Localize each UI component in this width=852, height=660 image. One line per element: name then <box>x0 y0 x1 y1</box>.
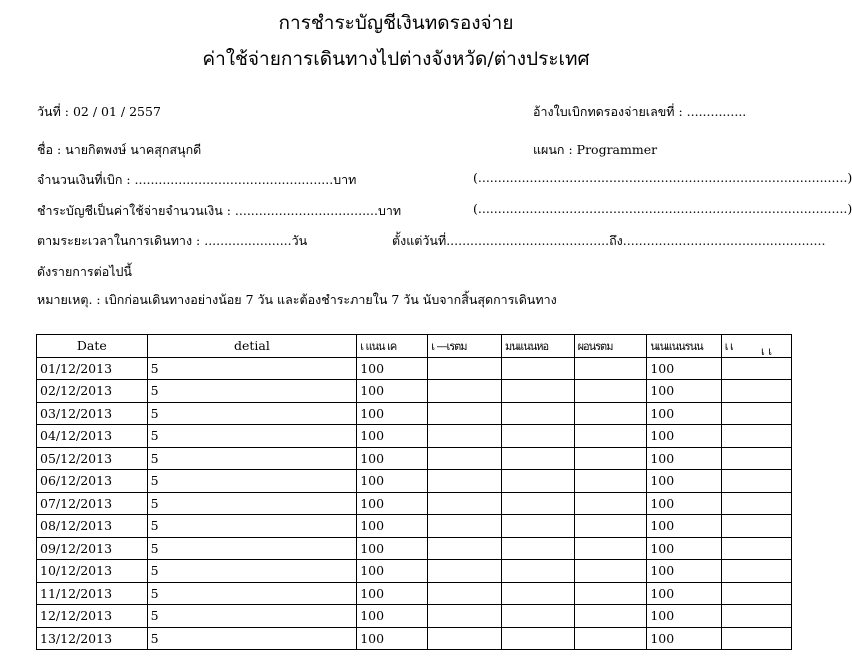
row-amount-cell: 100 <box>357 470 428 493</box>
row-date-cell: 11/12/2013 <box>37 582 148 605</box>
row-empty-cell <box>501 627 574 650</box>
row-amount-cell: 100 <box>357 560 428 583</box>
row-date-cell: 06/12/2013 <box>37 470 148 493</box>
row-amount-cell: 100 <box>357 605 428 628</box>
row-total-cell: 100 <box>647 515 721 538</box>
row-empty-cell <box>574 627 647 650</box>
row-date-cell: 12/12/2013 <box>37 605 148 628</box>
row-empty-cell <box>721 357 791 380</box>
row-amount-cell: 100 <box>357 515 428 538</box>
row-empty-cell <box>721 470 791 493</box>
row-total-cell: 100 <box>647 560 721 583</box>
row-empty-cell <box>721 492 791 515</box>
table-row <box>37 515 792 538</box>
table-row <box>37 605 792 628</box>
row-empty-cell <box>721 447 791 470</box>
trailing-header-text: เ เ <box>761 345 773 358</box>
row-empty-cell <box>428 582 502 605</box>
row-total-cell: 100 <box>647 447 721 470</box>
row-total-cell: 100 <box>647 357 721 380</box>
column-header-8: เ เ <box>721 335 791 358</box>
row-empty-cell <box>574 515 647 538</box>
row-empty-cell <box>721 380 791 403</box>
row-amount-cell: 100 <box>357 425 428 448</box>
row-empty-cell <box>501 380 574 403</box>
settlement-amount-words: (.............................................................................................) <box>473 201 852 216</box>
row-empty-cell <box>501 605 574 628</box>
row-detail-cell: 5 <box>147 470 357 493</box>
row-empty-cell <box>428 605 502 628</box>
row-total-cell: 100 <box>647 582 721 605</box>
row-empty-cell <box>428 627 502 650</box>
table-row <box>37 425 792 448</box>
column-header-4: เ —เรตม <box>428 335 502 358</box>
column-header-3: เ แนน เค <box>357 335 428 358</box>
table-row <box>37 380 792 403</box>
row-empty-cell <box>428 380 502 403</box>
column-header-date: Date <box>37 335 148 358</box>
document-title: การชำระบัญชีเงินทดรองจ่าย <box>278 12 514 34</box>
row-empty-cell <box>501 582 574 605</box>
row-detail-cell: 5 <box>147 357 357 380</box>
row-empty-cell <box>574 357 647 380</box>
row-date-cell: 08/12/2013 <box>37 515 148 538</box>
row-empty-cell <box>501 425 574 448</box>
column-header-7: นเนเเนนรนน <box>647 335 721 358</box>
row-empty-cell <box>574 402 647 425</box>
row-empty-cell <box>428 447 502 470</box>
row-amount-cell: 100 <box>357 357 428 380</box>
row-amount-cell: 100 <box>357 582 428 605</box>
row-empty-cell <box>574 582 647 605</box>
row-detail-cell: 5 <box>147 627 357 650</box>
date-field: วันที่ : 02 / 01 / 2557 <box>37 104 161 119</box>
row-empty-cell <box>501 357 574 380</box>
row-empty-cell <box>574 470 647 493</box>
table-row <box>37 470 792 493</box>
row-detail-cell: 5 <box>147 402 357 425</box>
column-header-6: ผอนรตม <box>574 335 647 358</box>
travel-dates-field: ตั้งแต่วันที่.........................................ถึง................................................... <box>392 233 826 248</box>
reference-number-field: อ้างใบเบิกทดรองจ่ายเลขที่ : ............... <box>533 104 747 119</box>
row-detail-cell: 5 <box>147 537 357 560</box>
advance-amount-field: จำนวนเงินที่เบิก : ..................................................บาท <box>37 172 357 187</box>
advance-amount-words: (.............................................................................................) <box>473 170 852 185</box>
row-empty-cell <box>501 515 574 538</box>
row-total-cell: 100 <box>647 627 721 650</box>
row-detail-cell: 5 <box>147 380 357 403</box>
row-empty-cell <box>428 515 502 538</box>
row-empty-cell <box>721 425 791 448</box>
table-row <box>37 447 792 470</box>
row-date-cell: 05/12/2013 <box>37 447 148 470</box>
department-field: แผนก : Programmer <box>533 142 658 157</box>
row-empty-cell <box>721 515 791 538</box>
row-empty-cell <box>428 357 502 380</box>
row-amount-cell: 100 <box>357 402 428 425</box>
row-empty-cell <box>574 605 647 628</box>
row-empty-cell <box>428 425 502 448</box>
table-row <box>37 402 792 425</box>
row-total-cell: 100 <box>647 402 721 425</box>
row-amount-cell: 100 <box>357 537 428 560</box>
row-empty-cell <box>574 537 647 560</box>
row-empty-cell <box>501 537 574 560</box>
row-detail-cell: 5 <box>147 447 357 470</box>
row-empty-cell <box>721 582 791 605</box>
table-row <box>37 492 792 515</box>
travel-period-field: ตามระยะเวลาในการเดินทาง : ......................วัน <box>37 233 308 248</box>
row-detail-cell: 5 <box>147 605 357 628</box>
row-amount-cell: 100 <box>357 380 428 403</box>
row-empty-cell <box>574 492 647 515</box>
row-detail-cell: 5 <box>147 582 357 605</box>
row-empty-cell <box>721 627 791 650</box>
row-date-cell: 03/12/2013 <box>37 402 148 425</box>
row-detail-cell: 5 <box>147 492 357 515</box>
row-date-cell: 07/12/2013 <box>37 492 148 515</box>
table-row <box>37 537 792 560</box>
note-text: หมายเหตุ. : เบิกก่อนเดินทางอย่างน้อย 7 วัน และต้องชำระภายใน 7 วัน นับจากสิ้นสุดการเดินทาง <box>37 292 557 307</box>
table-row <box>37 627 792 650</box>
row-empty-cell <box>721 537 791 560</box>
row-total-cell: 100 <box>647 492 721 515</box>
table-header-row <box>37 335 792 358</box>
row-amount-cell: 100 <box>357 627 428 650</box>
row-empty-cell <box>574 425 647 448</box>
row-empty-cell <box>501 492 574 515</box>
row-date-cell: 04/12/2013 <box>37 425 148 448</box>
column-header-5: มนเเนนหอ <box>501 335 574 358</box>
row-empty-cell <box>501 560 574 583</box>
row-detail-cell: 5 <box>147 560 357 583</box>
row-empty-cell <box>501 402 574 425</box>
row-empty-cell <box>428 537 502 560</box>
document-subtitle: ค่าใช้จ่ายการเดินทางไปต่างจังหวัด/ต่างประเทศ <box>202 48 590 70</box>
expense-table <box>36 334 792 650</box>
list-intro-text: ดังรายการต่อไปนี้ <box>37 264 132 279</box>
row-empty-cell <box>574 447 647 470</box>
table-row <box>37 560 792 583</box>
row-empty-cell <box>501 447 574 470</box>
row-empty-cell <box>721 560 791 583</box>
row-total-cell: 100 <box>647 537 721 560</box>
row-empty-cell <box>428 470 502 493</box>
row-empty-cell <box>428 492 502 515</box>
row-date-cell: 10/12/2013 <box>37 560 148 583</box>
row-detail-cell: 5 <box>147 425 357 448</box>
row-amount-cell: 100 <box>357 492 428 515</box>
row-empty-cell <box>721 402 791 425</box>
row-total-cell: 100 <box>647 380 721 403</box>
row-total-cell: 100 <box>647 470 721 493</box>
row-detail-cell: 5 <box>147 515 357 538</box>
row-empty-cell <box>428 402 502 425</box>
row-date-cell: 01/12/2013 <box>37 357 148 380</box>
row-total-cell: 100 <box>647 425 721 448</box>
employee-name-field: ชื่อ : นายกิตพงษ์ นาคสุกสนุกดี <box>37 142 202 157</box>
row-empty-cell <box>501 470 574 493</box>
row-date-cell: 02/12/2013 <box>37 380 148 403</box>
row-date-cell: 13/12/2013 <box>37 627 148 650</box>
row-total-cell: 100 <box>647 605 721 628</box>
row-empty-cell <box>721 605 791 628</box>
table-row <box>37 357 792 380</box>
row-empty-cell <box>574 560 647 583</box>
settlement-amount-field: ชำระบัญชีเป็นค่าใช้จ่ายจำนวนเงิน : ....................................บาท <box>37 203 402 218</box>
row-amount-cell: 100 <box>357 447 428 470</box>
row-date-cell: 09/12/2013 <box>37 537 148 560</box>
row-empty-cell <box>428 560 502 583</box>
row-empty-cell <box>574 380 647 403</box>
column-header-detail: detial <box>147 335 357 358</box>
table-row <box>37 582 792 605</box>
